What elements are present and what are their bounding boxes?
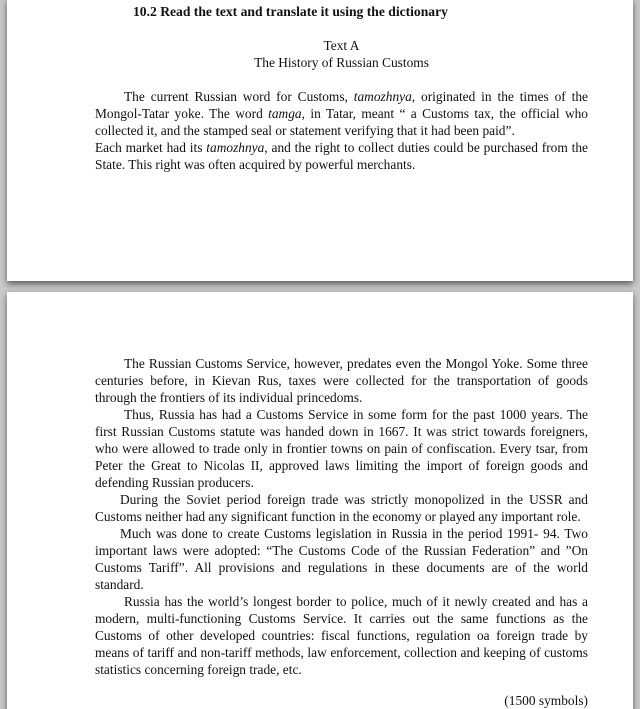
paragraph: Russia has the world’s longest border to police, much of it newly created and has a modern, multi-functioning Customs Service. It carries out the same functions as the Customs of other developed countries: fiscal functions, regulation oa foreign trade by means of tariff and non-tariff methods, law enforcement, collection and keeping of customs statistics concerning foreign trade, etc. — [95, 594, 588, 677]
page2-body — [95, 355, 588, 678]
text-run: , and the right to collect duties could be purchased from the State. This right was often acquired by powerful merchants. — [95, 140, 588, 172]
paragraph: The Russian Customs Service, however, predates even the Mongol Yoke. Some three centuries before, in Kievan Rus, taxes were collected for the transportation of goods through the frontiers of its individual princedoms. — [95, 356, 588, 405]
document-page-2 — [7, 292, 633, 709]
text-run: , in Tatar, meant “ a Customs tax, the official who collected it, and the stamped seal or statement verifying that it had been paid”. — [95, 106, 588, 138]
italic-term: tamozhnya — [206, 140, 265, 155]
text-run: , originated in the times of the Mongol-Tatar yoke. The word — [95, 89, 588, 121]
paragraph: Thus, Russia has had a Customs Service in some form for the past 1000 years. The first Russian Customs statute was handed down in 1667. It was strict towards foreigners, who were allowed to trade only in frontier towns on pain of confiscation. Every tsar, from Peter the Great to Nicolas II, approved laws limiting the import of foreign goods and defending Russian producers. — [95, 407, 588, 490]
text-run: The current Russian word for Customs, — [124, 89, 354, 104]
text-label: Text A — [323, 38, 360, 53]
symbol-count: (1500 symbols) — [504, 693, 588, 708]
italic-term: tamozhnya — [353, 89, 412, 104]
paragraph — [95, 88, 588, 139]
text-run: Each market had its — [95, 140, 207, 155]
paragraph: Much was done to create Customs legislation in Russia in the period 1991- 94. Two important laws were adopted: “The Customs Code of the Russian Federation” and ”On Customs Tariff”. All provisions and regulations in these documents are of the world standard. — [95, 526, 588, 592]
document-page-1 — [7, 0, 633, 281]
paragraph: During the Soviet period foreign trade was strictly monopolized in the USSR and Customs neither had any significant function in the economy or played any important role. — [95, 492, 588, 524]
page1-body — [95, 88, 588, 173]
text-title: The History of Russian Customs — [254, 55, 429, 70]
paragraph — [95, 139, 588, 173]
italic-term: tamga — [268, 106, 302, 121]
exercise-heading: 10.2 Read the text and translate it using the dictionary — [133, 4, 448, 19]
